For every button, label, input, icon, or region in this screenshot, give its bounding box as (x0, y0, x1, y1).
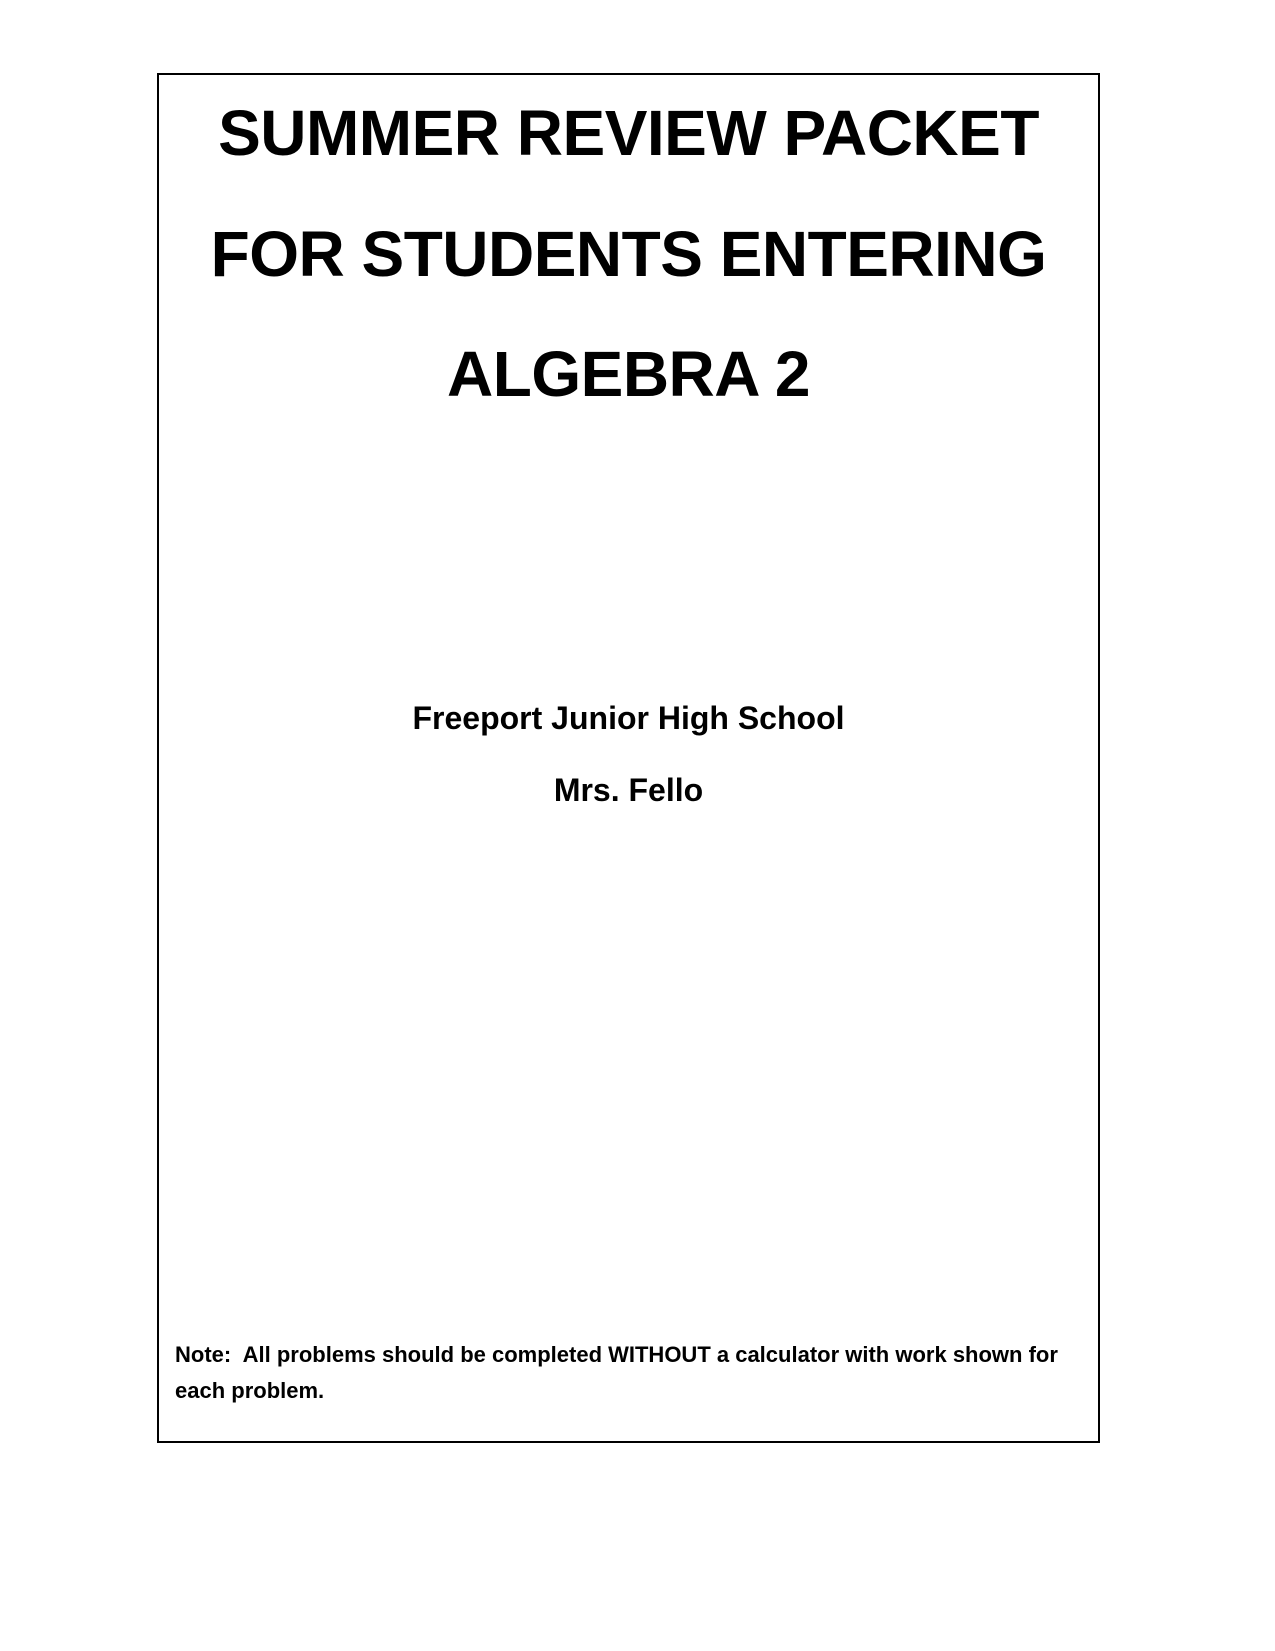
school-name: Freeport Junior High School (412, 700, 845, 736)
title-line-1: SUMMER REVIEW PACKET (218, 97, 1039, 169)
cover-page-frame (157, 73, 1100, 1443)
title-line-2: FOR STUDENTS ENTERING (210, 218, 1047, 290)
title-line-3: ALGEBRA 2 (447, 338, 810, 410)
teacher-name: Mrs. Fello (553, 772, 704, 808)
calculator-note: Note: All problems should be completed WITHOUT a calculator with work shown for each problem. (175, 1342, 1065, 1403)
